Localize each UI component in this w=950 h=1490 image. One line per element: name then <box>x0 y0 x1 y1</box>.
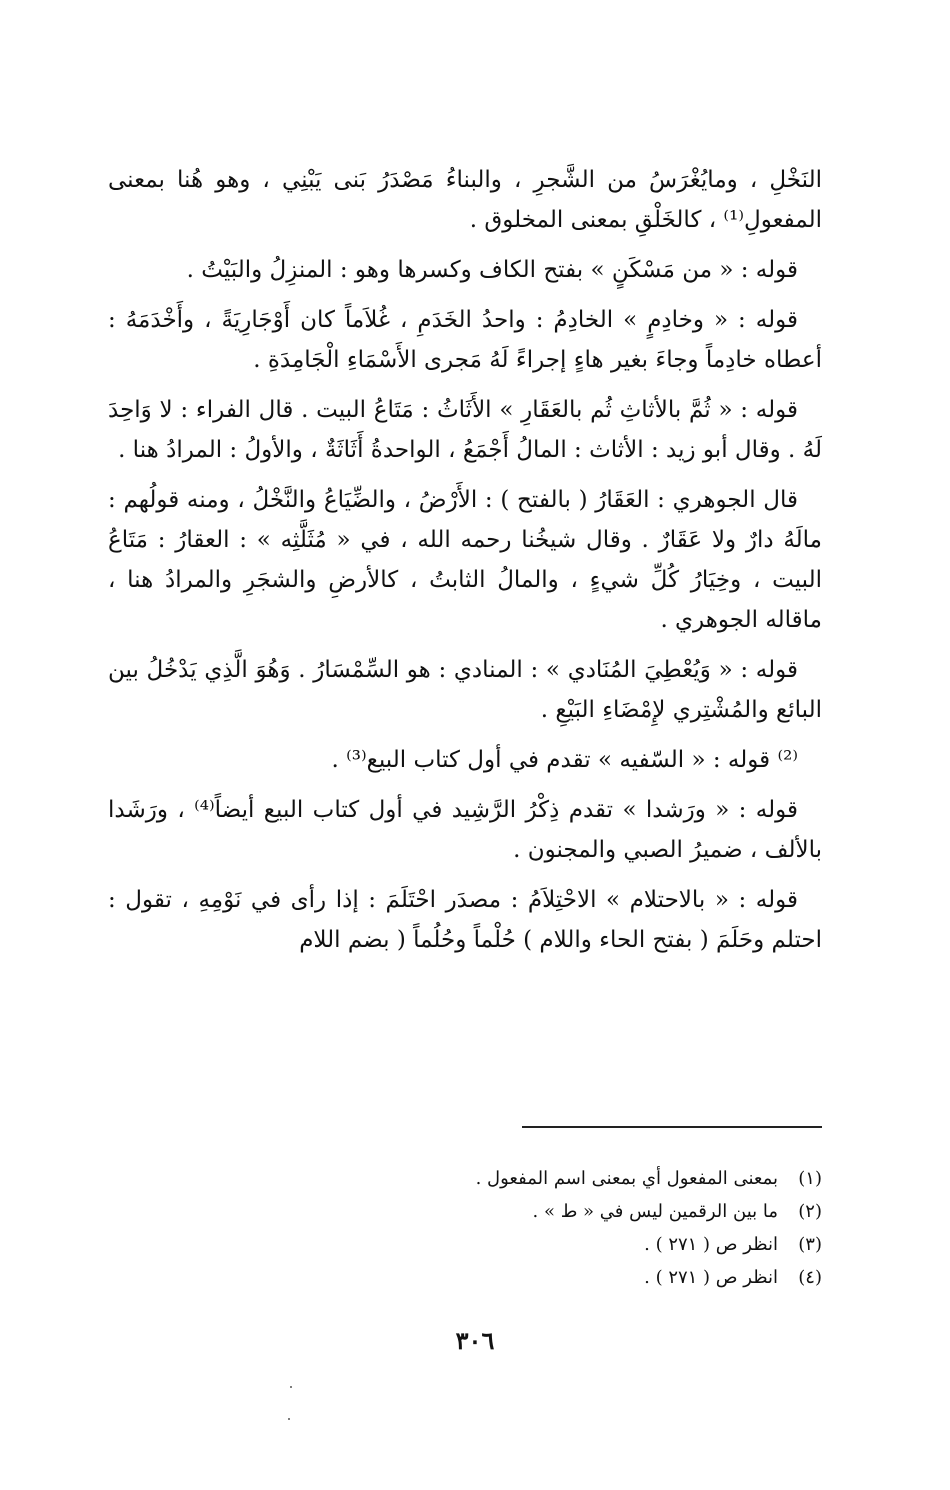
paragraph-7: ⁽²⁾ قوله : « السّفيه » تقدم في أول كتاب البيع⁽³⁾ . <box>331 747 798 773</box>
paragraph-5: قال الجوهري : العَقَارُ ( بالفتح ) : الأَرْضُ ، والضِّيَاعُ والنَّخْلُ ، ومنه قولُهم : مالَهُ دارٌ ولا عَقَارٌ . وقال شيخُنا رحمه الله ، في « مُثَلَّثِه » : العقارُ : مَتَاعُ البيت ، وخِيَارُ كُلِّ شيءٍ ، والمالُ الثابتُ ، كالأرضِ والشجَرِ والمرادُ هنا ، ماقاله الجوهري . <box>108 487 822 633</box>
paragraph-4: قوله : « ثُمَّ بالأثاثِ ثُم بالعَقَارِ » الأَثَاثُ : مَتَاعُ البيت . قال الفراء : لا وَاحِدَ لَهُ . وقال أبو زيد : الأثاث : المالُ أَجْمَعُ ، الواحدةُ أَثَاثَةٌ ، والأولُ : المرادُ هنا . <box>108 397 822 463</box>
paragraph-3: قوله : « وخادِمٍ » الخادِمُ : واحدُ الخَدَمِ ، غُلاَماً كان أَوْجَارِيَةً ، وأَخْدَمَهُ : أعطاه خادِماً وجاءَ بغير هاءٍ إجراءً لَهُ مَجرى الأَسْمَاءِ الْجَامِدَةِ . <box>108 307 822 373</box>
paragraph-1: النَخْلِ ، ومايُغْرَسُ من الشَّجرِ ، والبناءُ مَصْدَرُ بَنى يَبْنِي ، وهو هُنا بمعنى المفعولِ⁽¹⁾ ، كالخَلْقِ بمعنى المخلوق . <box>108 167 822 233</box>
paragraph-2: قوله : « من مَسْكَنٍ » بفتح الكاف وكسرها وهو : المنزِلُ والبَيْتُ . <box>186 257 798 283</box>
footnote-text: انظر ص ( ٢٧١ ) . <box>644 1267 778 1288</box>
footnote-3 <box>300 1228 822 1261</box>
footnote-number: (٣) <box>798 1234 822 1255</box>
footnote-1 <box>300 1162 822 1195</box>
main-text <box>108 160 822 970</box>
paragraph-6: قوله : « وَيُعْطِيَ المُنَادي » : المنادي : هو السِّمْسَارُ . وَهُوَ الَّذِي يَدْخُلُ بين البائع والمُشْتِري لإِمْضَاءِ البَيْعِ . <box>108 657 822 723</box>
scan-speck <box>290 1386 292 1388</box>
footnote-text: ما بين الرقمين ليس في « ط » . <box>532 1201 778 1222</box>
footnote-2 <box>300 1195 822 1228</box>
footnotes <box>300 1162 822 1294</box>
footnote-4 <box>300 1261 822 1294</box>
page-number: ٣٠٦ <box>455 1326 495 1355</box>
footnote-number: (١) <box>798 1168 822 1189</box>
paragraph-9: قوله : « بالاحتلام » الاحْتِلاَمُ : مصدَر احْتَلَمَ : إذا رأى في نَوْمِهِ ، تقول : احتلم وحَلَمَ ( بفتح الحاء واللام ) حُلْماً وحُلُماً ( بضم اللام <box>108 887 822 953</box>
footnote-separator <box>522 1126 822 1128</box>
footnote-text: انظر ص ( ٢٧١ ) . <box>644 1234 778 1255</box>
scan-speck <box>288 1418 290 1420</box>
paragraph-8: قوله : « ورَشدا » تقدم ذِكْرُ الرَّشِيد في أول كتاب البيع أيضاً⁽⁴⁾ ، ورَشَدا بالألف ، ضميرُ الصبي والمجنون . <box>108 797 822 863</box>
footnote-number: (٢) <box>798 1201 822 1222</box>
footnote-text: بمعنى المفعول أي بمعنى اسم المفعول . <box>475 1168 778 1189</box>
footnote-number: (٤) <box>798 1267 822 1288</box>
